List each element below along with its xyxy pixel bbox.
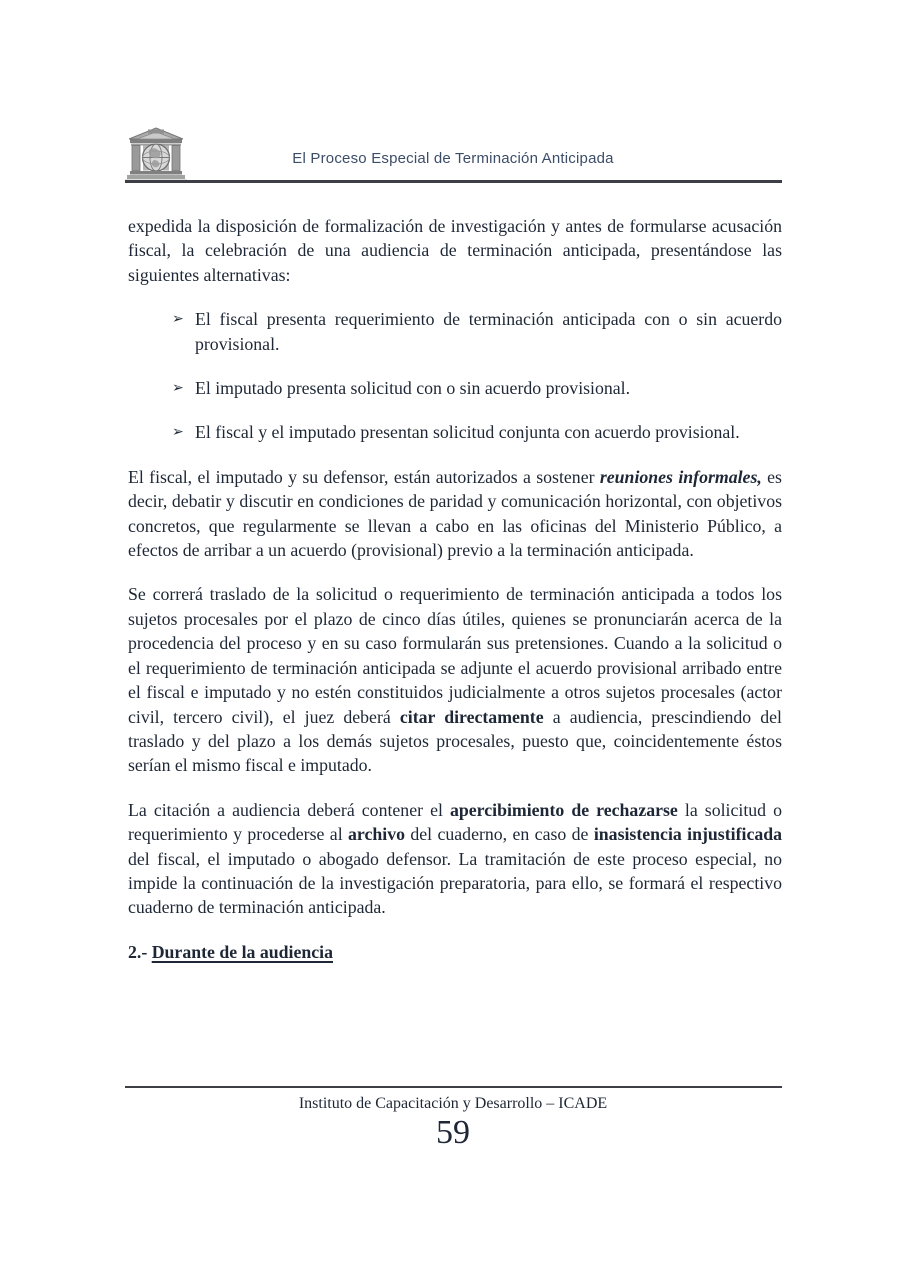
text-segment: El fiscal, el imputado y su defensor, están autorizados a sostener — [128, 466, 600, 487]
bullet-text — [195, 376, 782, 400]
bullet-arrow-icon: ➢ — [172, 424, 184, 441]
text-segment: apercibimiento de rechazarse — [450, 799, 678, 820]
text-segment: El imputado presenta solicitud con o sin acuerdo provisional. — [195, 378, 631, 399]
text-segment: citar directamente — [399, 706, 544, 727]
bullet-item — [172, 420, 782, 444]
section-heading — [128, 940, 782, 964]
paragraph — [128, 798, 782, 920]
text-segment: Durante de la audiencia — [151, 941, 333, 962]
document-body — [128, 214, 782, 984]
text-segment: reuniones informales, — [599, 466, 762, 487]
text-segment: del fiscal, el imputado o abogado defensor. La tramitación de este proceso especial, no impide la continuación de la investigación preparatoria, para ello, se formará el respectivo cuaderno de terminación anticipada. — [128, 848, 782, 918]
bullet-arrow-icon: ➢ — [172, 311, 184, 328]
paragraph — [128, 214, 782, 287]
text-segment: 2.- — [128, 941, 152, 962]
bullet-item — [172, 307, 782, 356]
text-segment: El fiscal y el imputado presentan solicitud conjunta con acuerdo provisional. — [195, 422, 740, 443]
text-segment: Se correrá traslado de la solicitud o requerimiento de terminación anticipada a todos los sujetos procesales por el plazo de cinco días útiles, quienes se pronunciarán acerca de la procedencia del proceso y en su caso formularán sus pretensiones. Cuando a la solicitud o el requerimiento de terminación anticipada se adjunte el acuerdo provisional arribado entre el fiscal e imputado y no estén constituidos judicialmente a otros sujetos procesales (actor civil, tercero civil), el juez deberá — [128, 584, 782, 727]
text-segment: del cuaderno, en caso de — [405, 824, 594, 845]
footer-divider — [125, 1086, 782, 1088]
text-segment: El fiscal presenta requerimiento de terminación anticipada con o sin acuerdo provisional. — [195, 309, 782, 354]
page-number: 59 — [436, 1114, 470, 1151]
running-header-title: El Proceso Especial de Terminación Anticipada — [292, 150, 614, 167]
footer-institute: Instituto de Capacitación y Desarrollo – ICADE — [298, 1095, 608, 1112]
bullet-item — [172, 376, 782, 400]
text-segment: La citación a audiencia deberá contener el — [128, 799, 450, 820]
text-segment: archivo — [348, 824, 405, 845]
header-divider — [125, 180, 782, 183]
text-segment: a audiencia, prescindiendo del traslado y del plazo a los demás sujetos procesales, puesto que, coincidentemente éstos serían el mismo fiscal e imputado. — [128, 706, 782, 776]
text-segment: expedida la disposición de formalización de investigación y antes de formularse acusación fiscal, la celebración de una audiencia de terminación anticipada, presentándose las siguientes alternativas: — [128, 216, 782, 285]
paragraph — [128, 582, 782, 777]
text-segment: es decir, debatir y discutir en condiciones de paridad y comunicación horizontal, con objetivos concretos, que regularmente se llevan a cabo en las oficinas del Ministerio Público, a efectos de arribar a un acuerdo (provisional) previo a la terminación anticipada. — [128, 466, 782, 561]
text-segment: inasistencia injustificada — [593, 824, 783, 845]
text-segment: la solicitud o requerimiento y procederse al — [128, 799, 783, 845]
bullet-text — [195, 307, 782, 356]
paragraph — [128, 465, 782, 563]
bullet-text — [195, 420, 782, 444]
bullet-arrow-icon: ➢ — [172, 380, 184, 397]
